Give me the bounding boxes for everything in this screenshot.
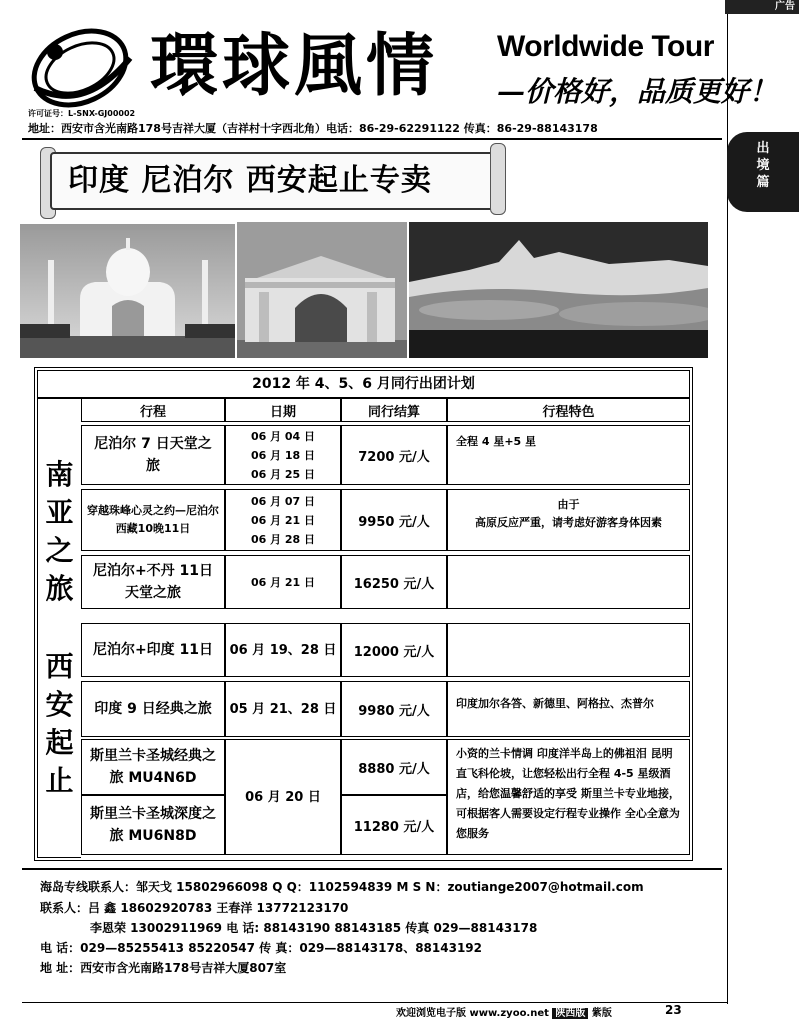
route-cell: 斯里兰卡圣城经典之旅 MU4N6D bbox=[81, 739, 225, 795]
date-item: 06 月 19、28 日 bbox=[229, 642, 337, 658]
header-route: 行程 bbox=[81, 398, 225, 422]
date-cell bbox=[225, 489, 341, 551]
footer-edition: 紫版 bbox=[591, 1008, 612, 1019]
region-char: 之 bbox=[45, 534, 74, 567]
contact-line: 电 话：029—85255413 85220547 传 真：029—88143178、88143192 bbox=[40, 941, 482, 955]
ad-corner-tag: 广告 bbox=[725, 0, 799, 14]
region-label bbox=[37, 398, 81, 858]
feature-cell bbox=[447, 555, 690, 609]
date-cell bbox=[225, 681, 341, 737]
date-item: 06 月 04 日 bbox=[250, 429, 316, 443]
contact-line: 海岛专线联系人：邹天戈 15802966098 Q Q：1102594839 M S N：zoutiange2007@hotmail.com bbox=[40, 880, 644, 894]
date-cell bbox=[225, 425, 341, 485]
route-cell: 尼泊尔+印度 11日 bbox=[81, 623, 225, 677]
header-date: 日期 bbox=[225, 398, 341, 422]
region-char: 止 bbox=[45, 764, 74, 797]
date-item: 06 月 20 日 bbox=[245, 789, 321, 805]
region-char: 南 bbox=[45, 458, 74, 491]
route-cell: 斯里兰卡圣城深度之旅 MU6N8D bbox=[81, 795, 225, 855]
date-cell bbox=[225, 623, 341, 677]
side-tab-char: 出 bbox=[756, 141, 770, 156]
price-cell: 16250 元/人 bbox=[341, 555, 447, 609]
footer-welcome[interactable]: 欢迎浏览电子版 www.zyoo.net bbox=[396, 1008, 549, 1019]
price-cell: 9980 元/人 bbox=[341, 681, 447, 737]
feature-cell: 小资的兰卡情调 印度洋半岛上的佛祖泪 昆明直飞科伦坡，让您轻松出行全程 4-5 星级酒店，给您温馨舒适的享受 斯里兰卡专业地接，可根据客人需要设定行程专业操作 全心全意为您服务 bbox=[447, 739, 690, 855]
contact-line: 联系人：吕 鑫 18602920783 王春洋 13772123170 bbox=[40, 901, 349, 915]
plan-title: 2012 年 4、5、6 月同行出团计划 bbox=[37, 370, 690, 398]
brand-name-en: Worldwide Tour bbox=[497, 30, 714, 63]
side-tab-char: 篇 bbox=[756, 175, 770, 190]
route-cell: 印度 9 日经典之旅 bbox=[81, 681, 225, 737]
feature-cell bbox=[447, 623, 690, 677]
himalaya-photo bbox=[409, 222, 708, 358]
header-price: 同行结算 bbox=[341, 398, 447, 422]
footer-edition-box: 陕西版 bbox=[552, 1008, 588, 1019]
side-tab-outbound bbox=[727, 132, 799, 212]
taj-mahal-photo bbox=[20, 224, 235, 358]
header-divider bbox=[22, 138, 722, 140]
license-number: 许可证号：L-SNX-GJ00002 bbox=[28, 109, 136, 118]
region-char: 起 bbox=[45, 726, 74, 759]
globe-logo-icon bbox=[25, 18, 140, 108]
brand-slogan: —价格好，品质更好！ bbox=[497, 75, 778, 108]
brand-name-cn: 環球風情 bbox=[150, 27, 439, 106]
region-char: 亚 bbox=[45, 496, 74, 529]
price-cell: 12000 元/人 bbox=[341, 623, 447, 677]
feature-cell: 印度加尔各答、新德里、阿格拉、杰普尔 bbox=[447, 681, 690, 737]
region-char: 安 bbox=[45, 688, 74, 721]
date-item: 06 月 18 日 bbox=[250, 448, 316, 462]
feature-line: 高原反应严重，请考虑好游客身体因素 bbox=[475, 516, 662, 529]
feature-cell: 全程 4 星+5 星 bbox=[447, 425, 690, 485]
page-number: 23 bbox=[665, 1003, 682, 1017]
date-item: 05 月 21、28 日 bbox=[229, 701, 337, 717]
date-cell bbox=[225, 739, 341, 855]
tour-plan-table bbox=[34, 367, 693, 861]
side-tab-char: 境 bbox=[756, 158, 770, 173]
date-item: 06 月 25 日 bbox=[250, 467, 316, 481]
price-cell: 11280 元/人 bbox=[341, 795, 447, 855]
date-item: 06 月 28 日 bbox=[250, 532, 316, 546]
route-cell: 尼泊尔 7 日天堂之旅 bbox=[81, 425, 225, 485]
date-item: 06 月 21 日 bbox=[250, 575, 316, 589]
price-cell: 8880 元/人 bbox=[341, 739, 447, 795]
region-char: 西 bbox=[45, 650, 74, 683]
promo-banner: 印度 尼泊尔 西安起止专卖 bbox=[50, 152, 498, 210]
contact-line: 李恩荣 13002911969 电 话: 88143190 88143185 传真 029—88143178 bbox=[90, 921, 538, 935]
region-char: 旅 bbox=[45, 572, 74, 605]
price-cell: 9950 元/人 bbox=[341, 489, 447, 551]
contact-divider bbox=[22, 868, 722, 870]
date-item: 06 月 21 日 bbox=[250, 513, 316, 527]
route-cell: 穿越珠峰心灵之约—尼泊尔西藏10晚11日 bbox=[81, 489, 225, 551]
footer-rule bbox=[22, 1002, 727, 1003]
route-cell: 尼泊尔+不丹 11日天堂之旅 bbox=[81, 555, 225, 609]
price-cell: 7200 元/人 bbox=[341, 425, 447, 485]
contact-line: 地 址：西安市含光南路178号吉祥大厦807室 bbox=[40, 961, 287, 975]
feature-line: 由于 bbox=[557, 498, 580, 511]
date-item: 06 月 07 日 bbox=[250, 494, 316, 508]
temple-gate-photo bbox=[237, 222, 407, 358]
scroll-roll-right bbox=[490, 143, 506, 215]
agency-address-line: 地址：西安市含光南路178号吉祥大厦（吉祥村十字西北角）电话：86-29-62291122 传真：86-29-88143178 bbox=[28, 122, 598, 135]
header-feature: 行程特色 bbox=[447, 398, 690, 422]
date-cell bbox=[225, 555, 341, 609]
feature-cell bbox=[447, 489, 690, 551]
